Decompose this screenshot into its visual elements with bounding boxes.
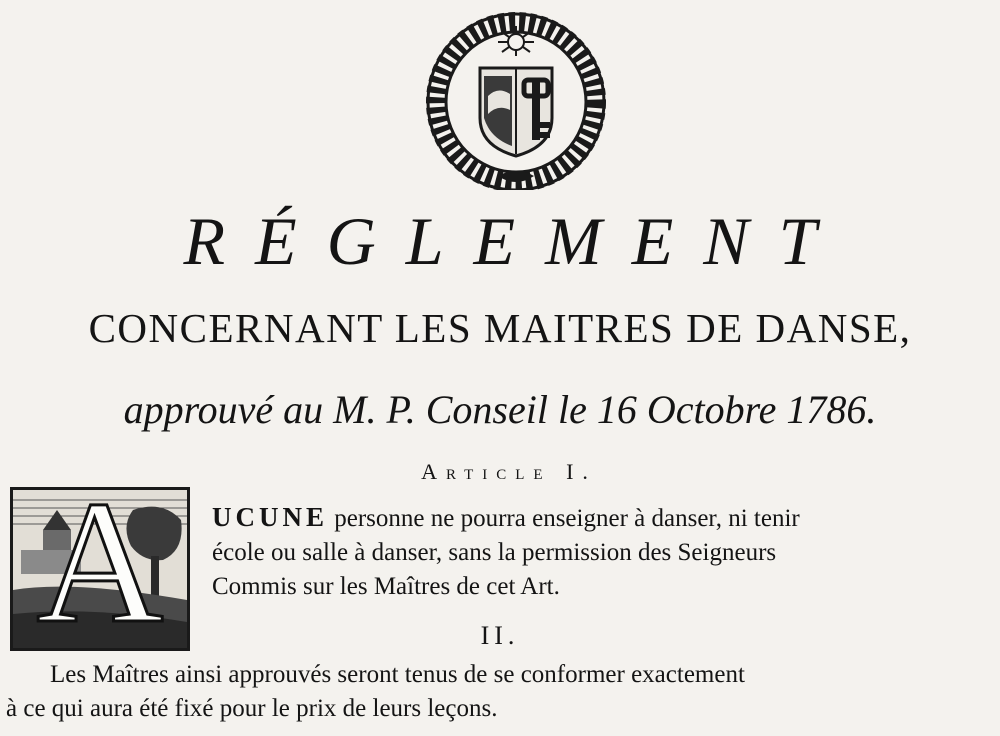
article-1-lead: UCUNE	[212, 502, 329, 532]
document-subtitle: CONCERNANT LES MAITRES DE DANSE,	[88, 305, 912, 351]
coat-of-arms-icon	[418, 6, 614, 190]
article-1-line-1-text: personne ne pourra enseigner à danser, ni tenir	[328, 505, 800, 532]
article-1-line-2: école ou salle à danser, sans la permission des Seigneurs	[212, 539, 777, 566]
article-1-text	[212, 500, 992, 604]
article-1-line-3: Commis sur les Maîtres de cet Art.	[212, 573, 560, 600]
article-heading: Article I.	[421, 459, 597, 484]
drop-cap-letter: A	[36, 487, 164, 651]
article-2-text	[0, 658, 1000, 726]
document-title: RÉGLEMENT	[183, 203, 847, 279]
article-2-line-2: à ce qui aura été fixé pour le prix de leurs leçons.	[6, 695, 498, 722]
article-1-line-1	[212, 500, 992, 536]
article-2-numeral: II.	[480, 621, 520, 650]
approval-line: approuvé au M. P. Conseil le 16 Octobre 1786.	[123, 387, 877, 432]
article-2-line-1: Les Maîtres ainsi approuvés seront tenus de se conformer exactement	[50, 661, 745, 688]
